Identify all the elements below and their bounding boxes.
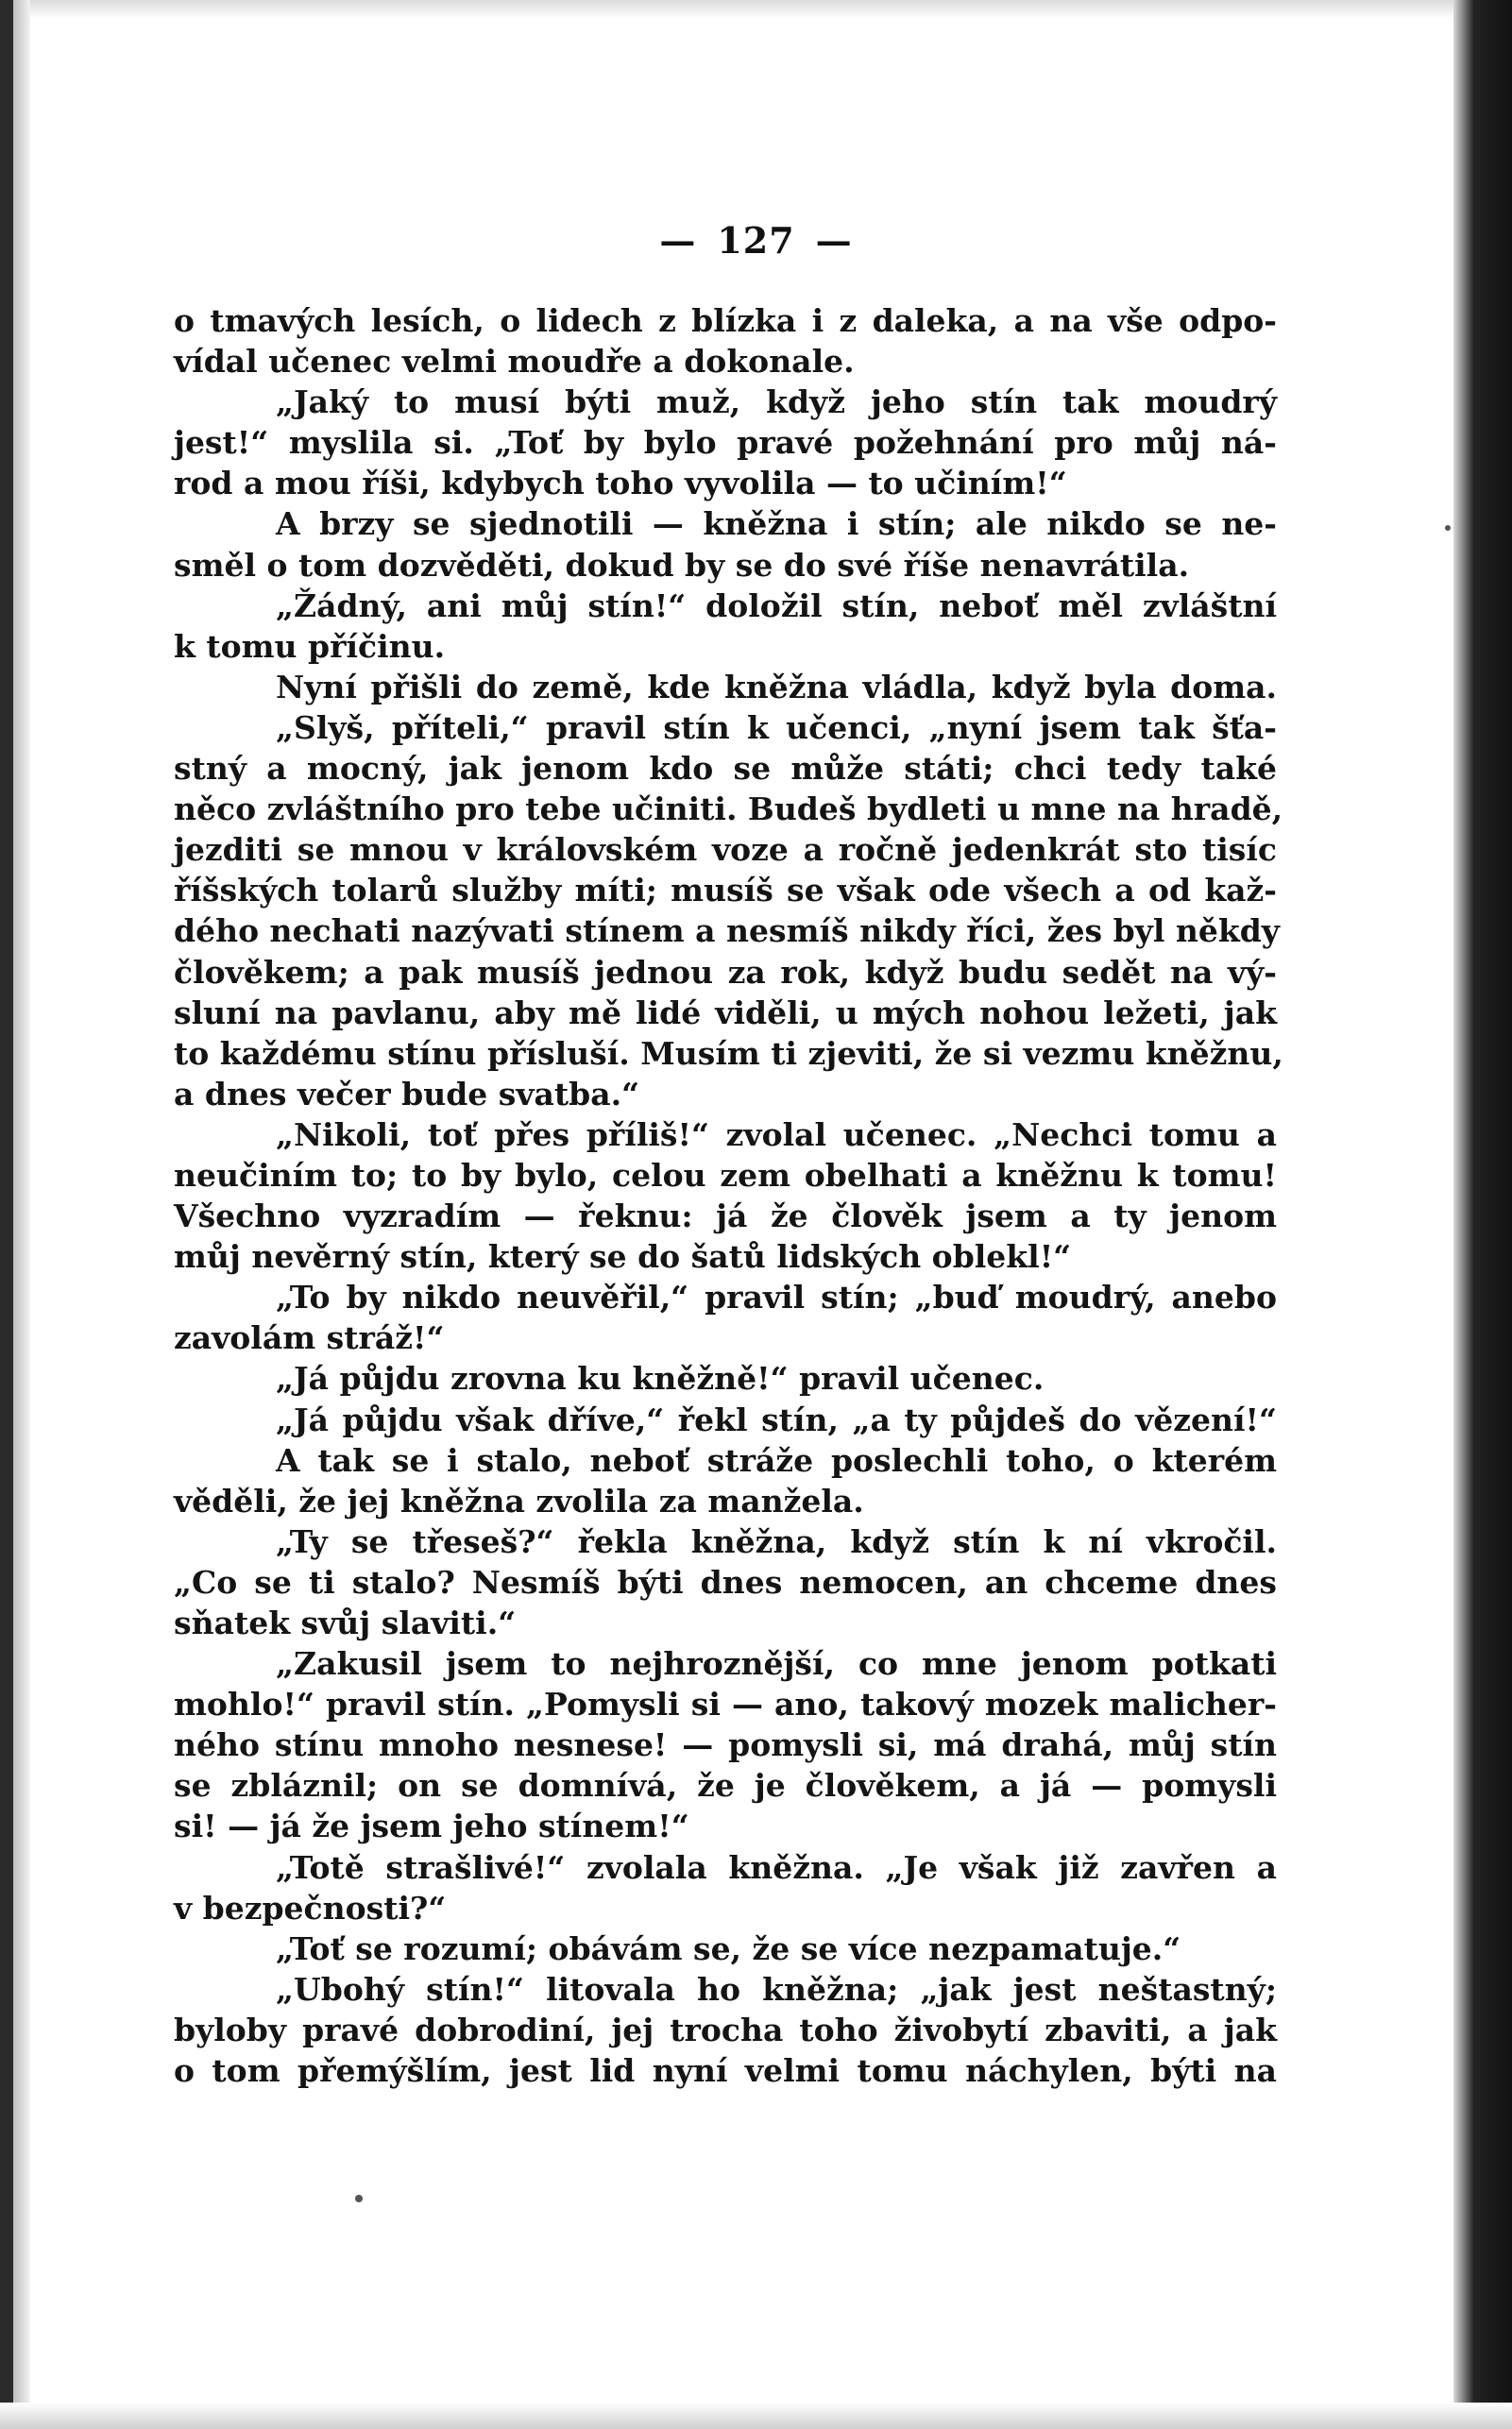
- text-line: „Nikoli, toť přes příliš!“ zvolal učenec. „Nechci tomu a: [276, 1115, 1277, 1153]
- text-line: „Ty se třeseš?“ řekla kněžna, když stín k ní vkročil.: [276, 1522, 1277, 1560]
- text-line: mohlo!“ pravil stín. „Pomysli si — ano, takový mozek malicher-: [174, 1686, 1277, 1724]
- text-line: ného stínu mnoho nesnese! — pomysli si, má drahá, můj stín: [174, 1726, 1277, 1764]
- text-line: k tomu příčinu.: [174, 627, 446, 665]
- text-line: něco zvláštního pro tebe učiniti. Budeš bydleti u mne na hradě,: [174, 790, 1283, 828]
- text-line: rod a mou říši, kdybych toho vyvolila — to učiním!“: [174, 465, 1067, 502]
- page-left-border: [0, 0, 13, 2429]
- text-line: A brzy se sjednotili — kněžna i stín; ale nikdo se ne-: [276, 505, 1277, 543]
- text-line: to každému stínu přísluší. Musím ti zjeviti, že si vezmu kněžnu,: [174, 1034, 1283, 1072]
- page-right-border: [1453, 0, 1512, 2429]
- text-line: A tak se i stalo, neboť stráže poslechli toho, o kterém: [276, 1441, 1277, 1479]
- text-line: se zbláznil; on se domnívá, že je člověkem, a já — pomysli: [174, 1767, 1277, 1805]
- text-line: byloby pravé dobrodiní, jej trocha toho živobytí zbaviti, a jak: [174, 2011, 1277, 2048]
- text-line: o tom přemýšlím, jest lid nyní velmi tomu náchylen, býti na: [174, 2052, 1277, 2090]
- text-line: stný a mocný, jak jenom kdo se může státi; chci tedy také: [174, 750, 1277, 788]
- text-line: jezditi se mnou v královském voze a ročně jedenkrát sto tisíc: [174, 831, 1277, 869]
- text-line: „Jaký to musí býti muž, když jeho stín tak moudrý: [276, 383, 1277, 421]
- page-number-header: [0, 219, 1512, 262]
- text-line: „Ubohý stín!“ litovala ho kněžna; „jak jest neštastný;: [276, 1970, 1277, 2008]
- text-line: dého nechati nazývati stínem a nesmíš nikdy říci, žes byl někdy: [174, 912, 1280, 950]
- header-dash-left: —: [659, 219, 697, 262]
- text-line: „Slyš, příteli,“ pravil stín k učenci, „nyní jsem tak šťa-: [276, 708, 1277, 746]
- print-speck: [1445, 525, 1451, 531]
- text-line: člověkem; a pak musíš jednou za rok, když budu sedět na vý-: [174, 953, 1277, 991]
- header-dash-right: —: [815, 219, 853, 262]
- text-line: vídal učenec velmi moudře a dokonale.: [174, 343, 855, 381]
- page-left-shadow: [13, 0, 30, 2429]
- text-line: zavolám stráž!“: [174, 1319, 445, 1357]
- text-line: o tmavých lesích, o lidech z blízka i z daleka, a na vše odpo-: [174, 302, 1277, 339]
- text-line: „To by nikdo neuvěřil,“ pravil stín; „buď moudrý, anebo: [276, 1279, 1277, 1316]
- text-line: si! — já že jsem jeho stínem!“: [174, 1808, 689, 1845]
- text-line: sluní na pavlanu, aby mě lidé viděli, u mých nohou ležeti, jak: [174, 994, 1277, 1031]
- body-text: [174, 300, 1283, 2091]
- text-line: Všechno vyzradím — řeknu: já že člověk jsem a ty jenom: [174, 1198, 1277, 1235]
- text-line: sňatek svůj slaviti.“: [174, 1605, 517, 1641]
- text-line: říšských tolarů služby míti; musíš se však ode všech a od kaž-: [174, 872, 1277, 909]
- text-line: jest!“ myslila si. „Toť by bylo pravé požehnání pro můj ná-: [174, 424, 1277, 462]
- text-line: „Co se ti stalo? Nesmíš býti dnes nemocen, an chceme dnes: [174, 1563, 1277, 1601]
- print-speck: [355, 2195, 363, 2202]
- text-line: „Toť se rozumí; obávám se, že se více nezpamatuje.“: [276, 1929, 1181, 1967]
- text-line: neučiním to; to by bylo, celou zem obelhati a kněžnu k tomu!: [174, 1156, 1277, 1194]
- text-line: a dnes večer bude svatba.“: [174, 1075, 640, 1113]
- page-bottom-shadow: [0, 2403, 1512, 2429]
- text-line: „Žádný, ani můj stín!“ doložil stín, neboť měl zvláštní: [276, 586, 1277, 624]
- text-line: v bezpečnosti?“: [174, 1889, 447, 1927]
- text-line: směl o tom dozvěděti, dokud by se do své říše nenavrátila.: [174, 546, 1190, 584]
- text-line: „Já půjdu zrovna ku kněžně!“ pravil učenec.: [276, 1360, 1045, 1398]
- page-number: 127: [717, 219, 795, 262]
- text-line: „Totě strašlivé!“ zvolala kněžna. „Je však již zavřen a: [276, 1848, 1277, 1886]
- text-line: věděli, že jej kněžna zvolila za manžela.: [174, 1482, 864, 1520]
- text-line: můj nevěrný stín, který se do šatů lidských oblekl!“: [174, 1238, 1072, 1276]
- page-top-shadow: [0, 0, 1512, 19]
- text-line: „Zakusil jsem to nejhroznější, co mne jenom potkati: [276, 1645, 1277, 1683]
- text-line: Nyní přišli do země, kde kněžna vládla, když byla doma.: [276, 668, 1277, 705]
- text-line: „Já půjdu však dříve,“ řekl stín, „a ty půjdeš do vězení!“: [276, 1401, 1277, 1438]
